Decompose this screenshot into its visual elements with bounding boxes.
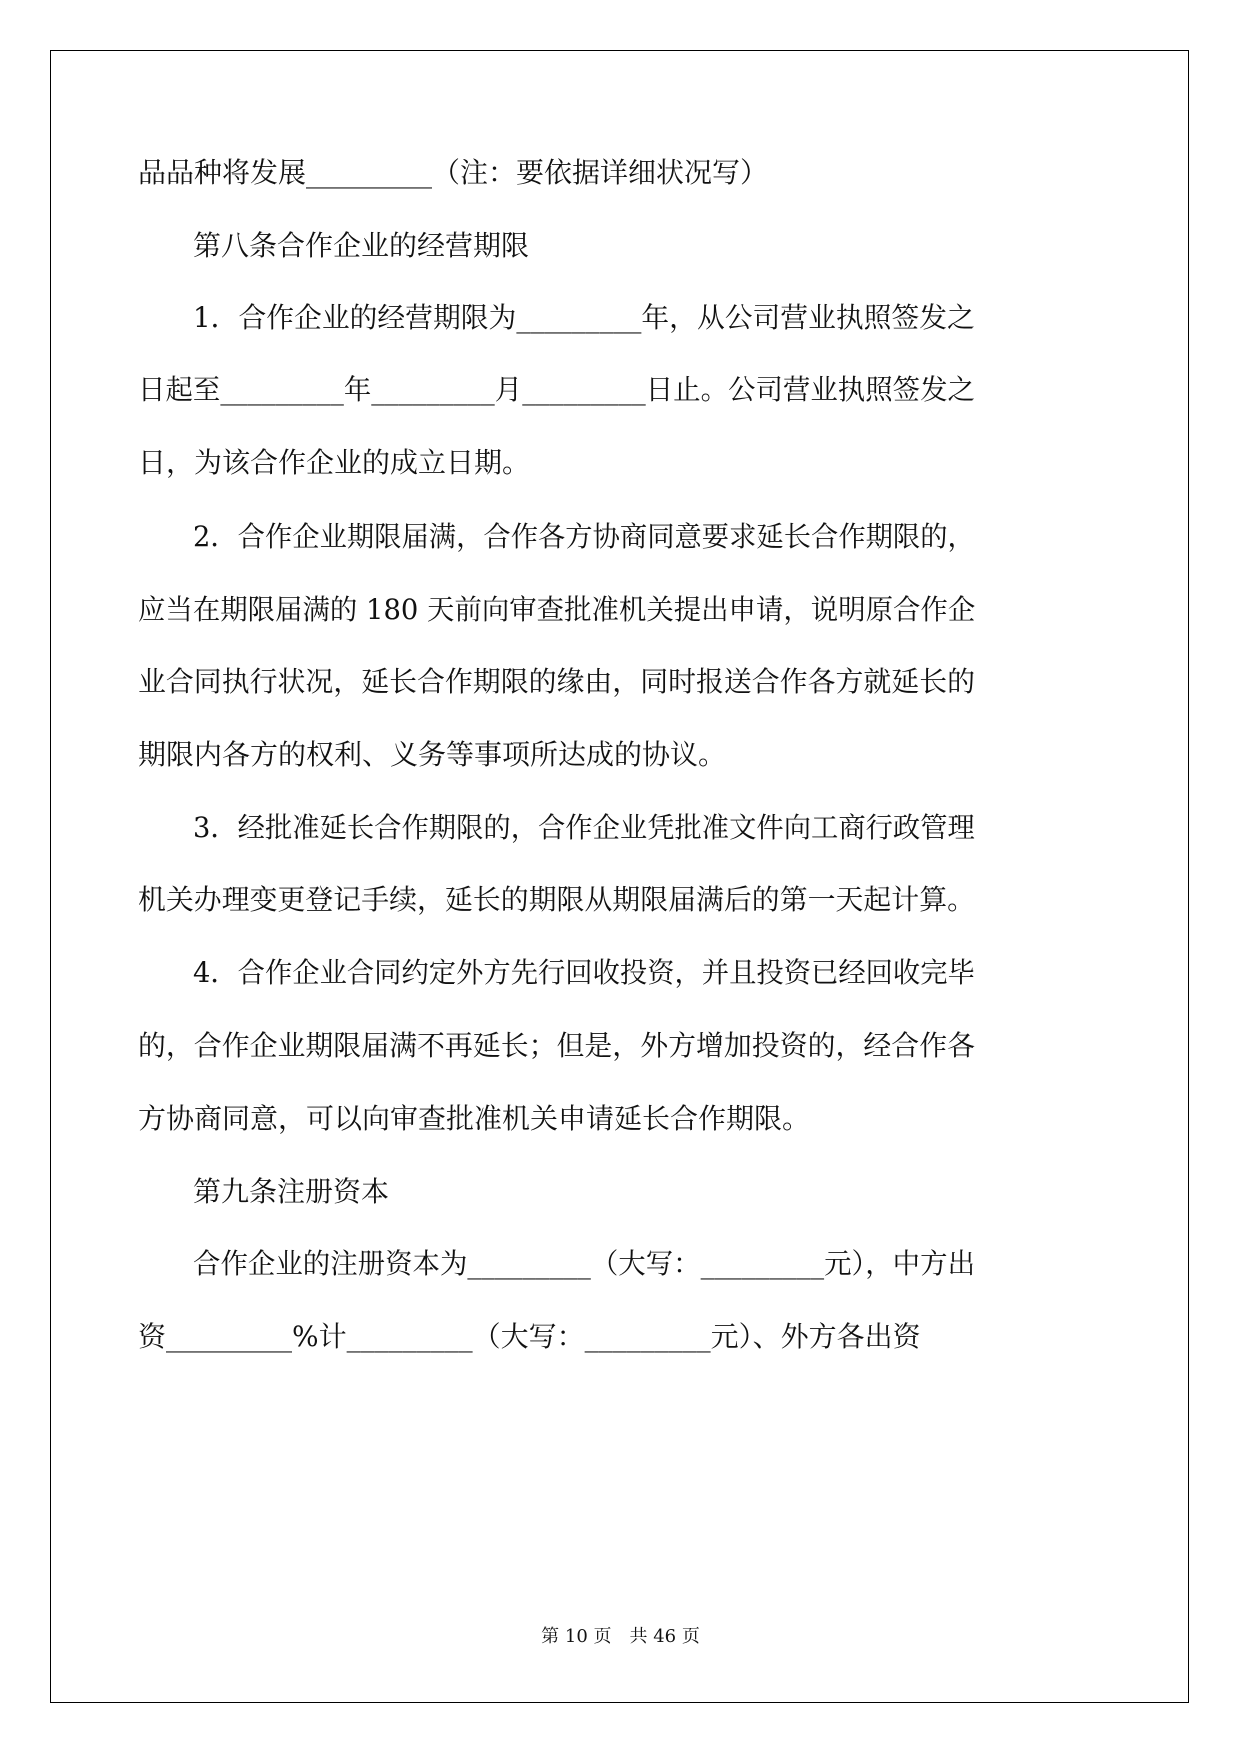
text-line-10: 3．经批准延长合作期限的，合作企业凭批准文件向工商行政管理: [193, 811, 975, 844]
text-line-5: 日，为该合作企业的成立日期。: [138, 446, 531, 479]
text-line-1: 品品种将发展_________（注：要依据详细状况写）: [138, 156, 769, 189]
text-line-12: 4．合作企业合同约定外方先行回收投资，并且投资已经回收完毕: [193, 956, 975, 989]
article-8-heading: 第八条合作企业的经营期限: [193, 229, 530, 262]
text-line-4: 日起至_________年_________月_________日止。公司营业执照签发之: [138, 373, 976, 406]
text-line-16: 合作企业的注册资本为_________（大写：_________元），中方出: [193, 1247, 976, 1280]
text-line-13: 的，合作企业期限届满不再延长；但是，外方增加投资的，经合作各: [138, 1029, 976, 1062]
page-number-footer: 第 10 页 共 46 页: [541, 1626, 700, 1647]
text-line-11: 机关办理变更登记手续，延长的期限从期限届满后的第一天起计算。: [138, 883, 976, 916]
text-line-14: 方协商同意，可以向审查批准机关申请延长合作期限。: [138, 1102, 811, 1135]
text-line-8: 业合同执行状况，延长合作期限的缘由，同时报送合作各方就延长的: [138, 665, 976, 698]
text-line-3: 1．合作企业的经营期限为_________年，从公司营业执照签发之: [193, 301, 975, 334]
text-line-6: 2．合作企业期限届满，合作各方协商同意要求延长合作期限的，: [193, 520, 975, 553]
text-line-9: 期限内各方的权利、义务等事项所达成的协议。: [138, 738, 727, 771]
text-line-17: 资_________%计_________（大写：_________元）、外方各出资: [138, 1320, 921, 1353]
article-9-heading: 第九条注册资本: [193, 1175, 390, 1208]
text-line-7: 应当在期限届满的 180 天前向审查批准机关提出申请，说明原合作企: [138, 593, 976, 626]
